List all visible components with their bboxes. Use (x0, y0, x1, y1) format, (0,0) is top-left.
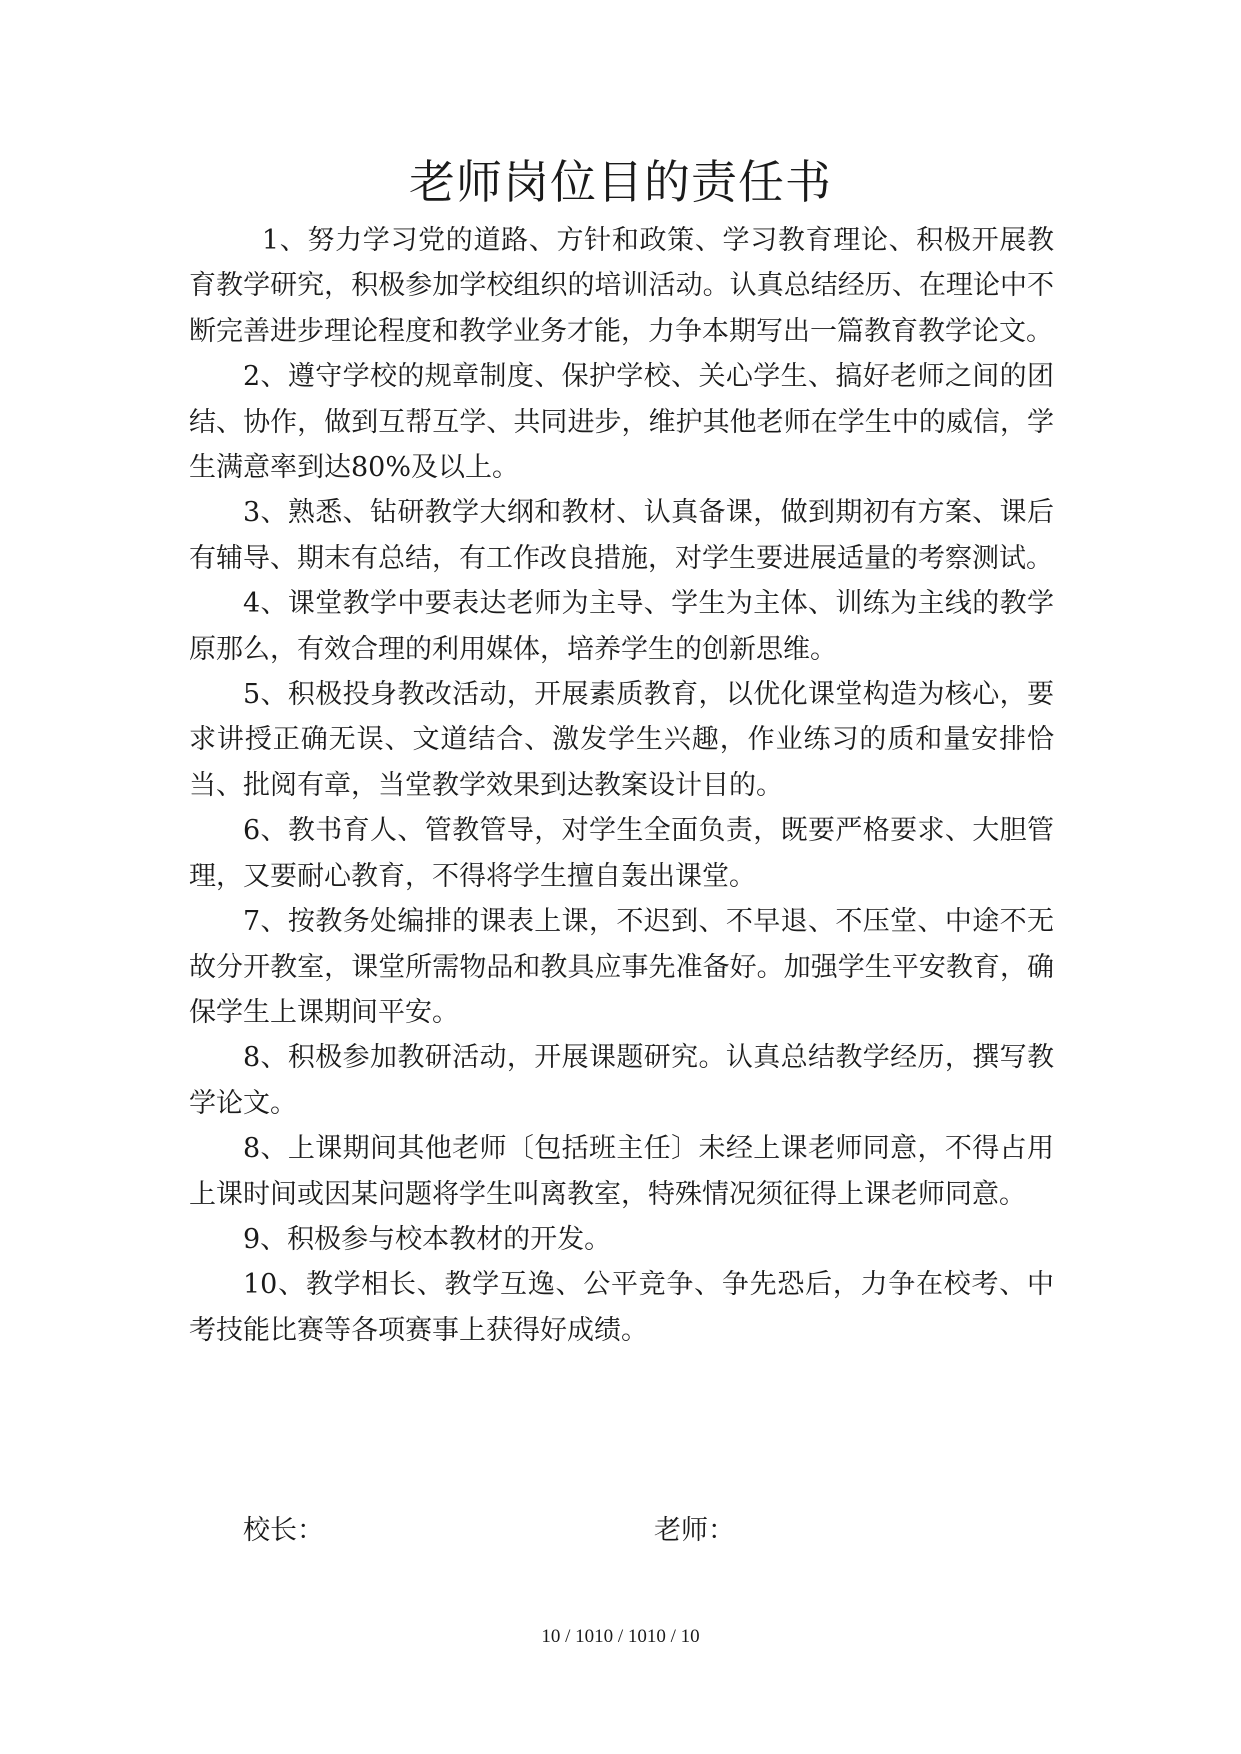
paragraph-8b: 8、上课期间其他老师〔包括班主任〕未经上课老师同意，不得占用上课时间或因某问题将学生叫离教室，特殊情况须征得上课老师同意。 (189, 1133, 1054, 1210)
paragraph-2: 2、遵守学校的规章制度、保护学校、关心学生、搞好老师之间的团结、协作，做到互帮互学、共同进步，维护其他老师在学生中的威信，学生满意率到达80%及以上。 (189, 361, 1054, 484)
paragraph-10: 10、教学相长、教学互逸、公平竞争、争先恐后，力争在校考、中考技能比赛等各项赛事上获得好成绩。 (189, 1269, 1054, 1346)
document-title: 老师岗位目的责任书 (409, 155, 832, 209)
signature-line (189, 1508, 1054, 1553)
page-number-footer: 10 / 1010 / 1010 / 10 (541, 1626, 700, 1647)
document-body (189, 218, 1054, 1353)
paragraph-8: 8、积极参加教研活动，开展课题研究。认真总结教学经历，撰写教学论文。 (189, 1042, 1054, 1119)
teacher-signature-label: 老师： (654, 1515, 735, 1546)
paragraph-4: 4、课堂教学中要表达老师为主导、学生为主体、训练为主线的教学原那么，有效合理的利用媒体，培养学生的创新思维。 (189, 588, 1054, 665)
principal-signature-label: 校长： (243, 1515, 324, 1546)
paragraph-7: 7、按教务处编排的课表上课，不迟到、不早退、不压堂、中途不无故分开教室，课堂所需物品和教具应事先准备好。加强学生平安教育，确保学生上课期间平安。 (189, 906, 1054, 1028)
paragraph-6: 6、教书育人、管教管导，对学生全面负责，既要严格要求、大胆管理，又要耐心教育，不得将学生擅自轰出课堂。 (189, 815, 1054, 892)
paragraph-9: 9、积极参与校本教材的开发。 (243, 1223, 612, 1255)
paragraph-3: 3、熟悉、钻研教学大纲和教材、认真备课，做到期初有方案、课后有辅导、期末有总结，有工作改良措施，对学生要进展适量的考察测试。 (189, 497, 1054, 574)
paragraph-1: 1、努力学习党的道路、方针和政策、学习教育理论、积极开展教育教学研究，积极参加学校组织的培训活动。认真总结经历、在理论中不断完善进步理论程度和教学业务才能，力争本期写出一篇教育教学论文。 (189, 225, 1054, 347)
paragraph-5: 5、积极投身教改活动，开展素质教育，以优化课堂构造为核心，要求讲授正确无误、文道结合、激发学生兴趣，作业练习的质和量安排恰当、批阅有章，当堂教学效果到达教案设计目的。 (189, 679, 1054, 801)
